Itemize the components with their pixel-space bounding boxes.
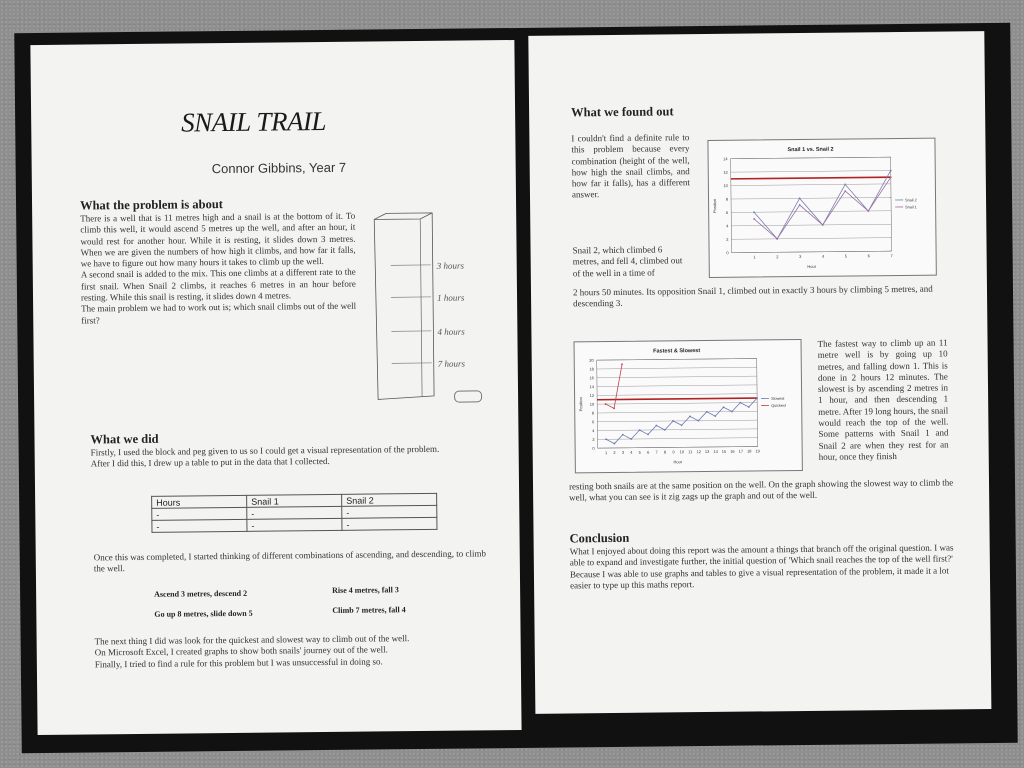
problem-section — [80, 196, 356, 327]
chart-title: Fastest & Slowest — [653, 348, 701, 355]
chart-snail1-vs-snail2 — [707, 138, 936, 278]
y-axis-label: Position — [578, 397, 584, 412]
gridline — [597, 402, 757, 404]
table-cell: - — [247, 506, 342, 519]
x-tick-label: 4 — [630, 449, 633, 455]
problem-heading: What the problem is about — [79, 197, 223, 213]
after-table-text: Once this was completed, I started thinking of different combinations of ascending, and descending, to climb the well. — [93, 548, 487, 574]
x-tick-label: 2 — [776, 254, 779, 260]
y-tick-label: 8 — [725, 196, 729, 202]
x-tick-label: 12 — [696, 449, 701, 455]
x-tick-label: 8 — [663, 449, 667, 455]
problem-text-1: There is a well that is 11 metres high and a snail is at the bottom of it. To climb this well, it would ascend 5 metres up the well, and after an hour, it would rest for another hour. While it is resting, it slides down 3 metres. When we are given the numbers of how high it climbs, and how far it falls, we have to figure out how many hours it takes to climb up the well. — [80, 210, 356, 269]
y-tick-label: 2 — [726, 236, 729, 242]
gridline — [731, 170, 891, 172]
x-tick-label: 4 — [821, 253, 825, 259]
found-heading: What we found out — [571, 104, 674, 120]
table-header: Snail 1 — [247, 494, 342, 507]
y-tick-label: 10 — [589, 401, 595, 407]
found-text-2: Snail 2, which climbed 6 metres, and fell 4, climbed out of the well in a time of — [572, 244, 683, 278]
reference-line — [731, 177, 891, 179]
x-tick-label: 13 — [704, 448, 710, 455]
y-tick-label: 6 — [592, 419, 595, 425]
x-tick-label: 7 — [890, 253, 893, 259]
y-tick-label: 10 — [723, 183, 728, 189]
x-tick-label: 19 — [755, 448, 760, 454]
gridline — [597, 376, 757, 378]
x-tick-label: 18 — [746, 448, 752, 454]
closing-line-3: Finally, I tried to find a rule for this problem but I was unsuccessful in doing so. — [94, 656, 383, 670]
gridline — [597, 411, 757, 413]
problem-text-2: A second snail is added to the mix. This one climbs at a different rate to the first snail. When Snail 2 climbs, it reaches 6 metres in an hour before resting. While this snail is resting, it slides down 4 metres. — [80, 267, 356, 303]
y-tick-label: 6 — [725, 209, 729, 216]
y-tick-label: 0 — [592, 445, 595, 451]
y-tick-label: 4 — [592, 428, 595, 434]
y-tick-label: 8 — [592, 410, 595, 416]
x-tick-label: 7 — [655, 449, 658, 455]
did-text-2: After I did this, I drew up a table to put in the data that I collected. — [90, 456, 330, 469]
well-label-1: 3 hours — [436, 260, 465, 271]
x-tick-label: 5 — [638, 449, 641, 455]
chart-1-svg — [708, 139, 935, 277]
y-tick-label: 14 — [589, 384, 595, 390]
did-section — [90, 428, 490, 470]
x-tick-label: 1 — [604, 450, 608, 456]
left-page — [30, 40, 521, 735]
combo-1: Ascend 3 metres, descend 2 — [154, 588, 248, 599]
x-tick-label: 11 — [688, 449, 693, 455]
y-tick-label: 12 — [723, 169, 728, 175]
reference-line — [597, 398, 757, 400]
well-label-2: 1 hours — [436, 292, 465, 303]
x-tick-label: 5 — [844, 253, 848, 259]
x-tick-label: 1 — [753, 254, 756, 260]
x-axis-label: Hour — [673, 459, 683, 465]
well-label-4: 7 hours — [437, 358, 466, 369]
problem-text-3: The main problem we had to work out is; which snail climbs out of the well first? — [81, 301, 357, 326]
closing-line-2: On Microsoft Excel, I created graphs to show both snails' journey out of the well. — [94, 644, 388, 658]
y-tick-label: 4 — [726, 223, 729, 229]
x-axis-label: Hour — [807, 263, 817, 269]
did-heading: What we did — [90, 431, 159, 447]
x-tick-label: 9 — [672, 449, 675, 455]
report-title: SNAIL TRAIL — [181, 105, 327, 138]
table-header: Hours — [152, 495, 247, 508]
series-line-snail-2 — [754, 170, 892, 239]
table-cell: - — [152, 519, 247, 532]
legend-label: Slowest — [771, 396, 785, 401]
x-tick-label: 3 — [621, 449, 625, 455]
gridline — [731, 184, 891, 186]
series-line-snail-1 — [754, 177, 892, 239]
y-axis-label: Position — [712, 198, 718, 214]
x-tick-label: 2 — [613, 449, 616, 455]
x-tick-label: 16 — [730, 448, 735, 454]
gridline — [731, 224, 891, 226]
chart-title: Snail 1 vs. Snail 2 — [787, 146, 834, 154]
found-text-3: 2 hours 50 minutes. Its opposition Snail 1, climbed out in exactly 3 hours by climbing 5 metres, and descending 3. — [572, 283, 933, 309]
y-tick-label: 12 — [589, 392, 595, 398]
conclusion-section — [570, 527, 956, 591]
fastest-text-2: resting both snails are at the same position on the well. On the graph showing the slowest way to climb the well, what you can see is it zig zags up the graph and out of the well. — [568, 477, 954, 503]
gridline — [731, 197, 891, 199]
x-tick-label: 3 — [799, 254, 802, 260]
did-text-1: Firstly, I used the block and peg given to us so I could get a visual representation of the problem. — [90, 443, 440, 458]
fastest-text: The fastest way to climb up an 11 metre well is by going up 10 metres, and falling down 1. This is done in 2 hours 12 minutes. The slowest is by ascending 2 metres in 1 hour, and then descending 1 metre. After 19 long hours, the snail would reach the top of the well. Some patterns with Snail 1 and Snail 2 are when they rest for an hour, once they finish — [817, 337, 949, 462]
chart-fastest-slowest — [574, 339, 803, 473]
table-header: Snail 2 — [342, 493, 437, 506]
right-page — [528, 31, 991, 714]
y-tick-label: 18 — [589, 366, 594, 372]
legend-label: Snail 2 — [905, 198, 917, 203]
table-row — [152, 517, 437, 532]
y-tick-label: 0 — [726, 250, 729, 256]
gridline — [597, 367, 757, 369]
table-cell: - — [247, 518, 342, 531]
x-tick-label: 10 — [679, 449, 685, 455]
snail-sketch — [454, 390, 482, 402]
x-tick-label: 17 — [738, 448, 744, 454]
gridline — [597, 394, 757, 396]
gridline — [598, 438, 758, 440]
gridline — [597, 420, 757, 422]
well-label-3: 4 hours — [437, 326, 465, 337]
x-tick-label: 6 — [647, 449, 650, 455]
poster-board — [14, 23, 1017, 753]
combo-2: Rise 4 metres, fall 3 — [332, 585, 399, 595]
gridline — [597, 385, 757, 387]
legend-label: Quickest — [771, 403, 787, 408]
conclusion-text: What I enjoyed about doing this report was the amount a things that branch off the original question. I was able to expand and investigate further, the initial question of 'Which snail reaches the top of the well first?' Because I was able to use graphs and tables to give a visual representation of the problem, it made it a lot easier to type up this maths report. — [569, 542, 954, 591]
table-cell: - — [342, 517, 437, 530]
y-tick-label: 20 — [589, 357, 594, 363]
data-table — [151, 493, 437, 533]
y-tick-label: 2 — [592, 436, 595, 442]
gridline — [731, 238, 891, 240]
chart-2-svg — [575, 340, 802, 472]
combo-3: Go up 8 metres, slide down 5 — [154, 608, 253, 619]
closing-section — [95, 632, 495, 670]
table-cell: - — [342, 505, 437, 518]
author-line: Connor Gibbins, Year 7 — [211, 159, 347, 177]
gridline — [597, 429, 757, 431]
y-tick-label: 14 — [723, 156, 728, 162]
found-heading-wrap — [571, 104, 674, 120]
well-sketch — [372, 211, 434, 397]
conclusion-heading: Conclusion — [569, 530, 630, 546]
y-tick-label: 16 — [589, 375, 594, 381]
x-tick-label: 14 — [713, 448, 718, 454]
combo-4: Climb 7 metres, fall 4 — [332, 605, 406, 615]
legend-label: Snail 1 — [905, 205, 917, 210]
closing-line-1: The next thing I did was look for the quickest and slowest way to climb out of the well. — [94, 633, 410, 647]
found-text-1: I couldn't find a definite rule to this problem because every combination (height of the well, how high the snail climbs, and how far it falls), has a different answer. — [571, 132, 690, 200]
x-tick-label: 15 — [721, 448, 727, 454]
data-point — [621, 363, 623, 365]
table-cell: - — [152, 507, 247, 520]
x-tick-label: 6 — [867, 253, 870, 259]
